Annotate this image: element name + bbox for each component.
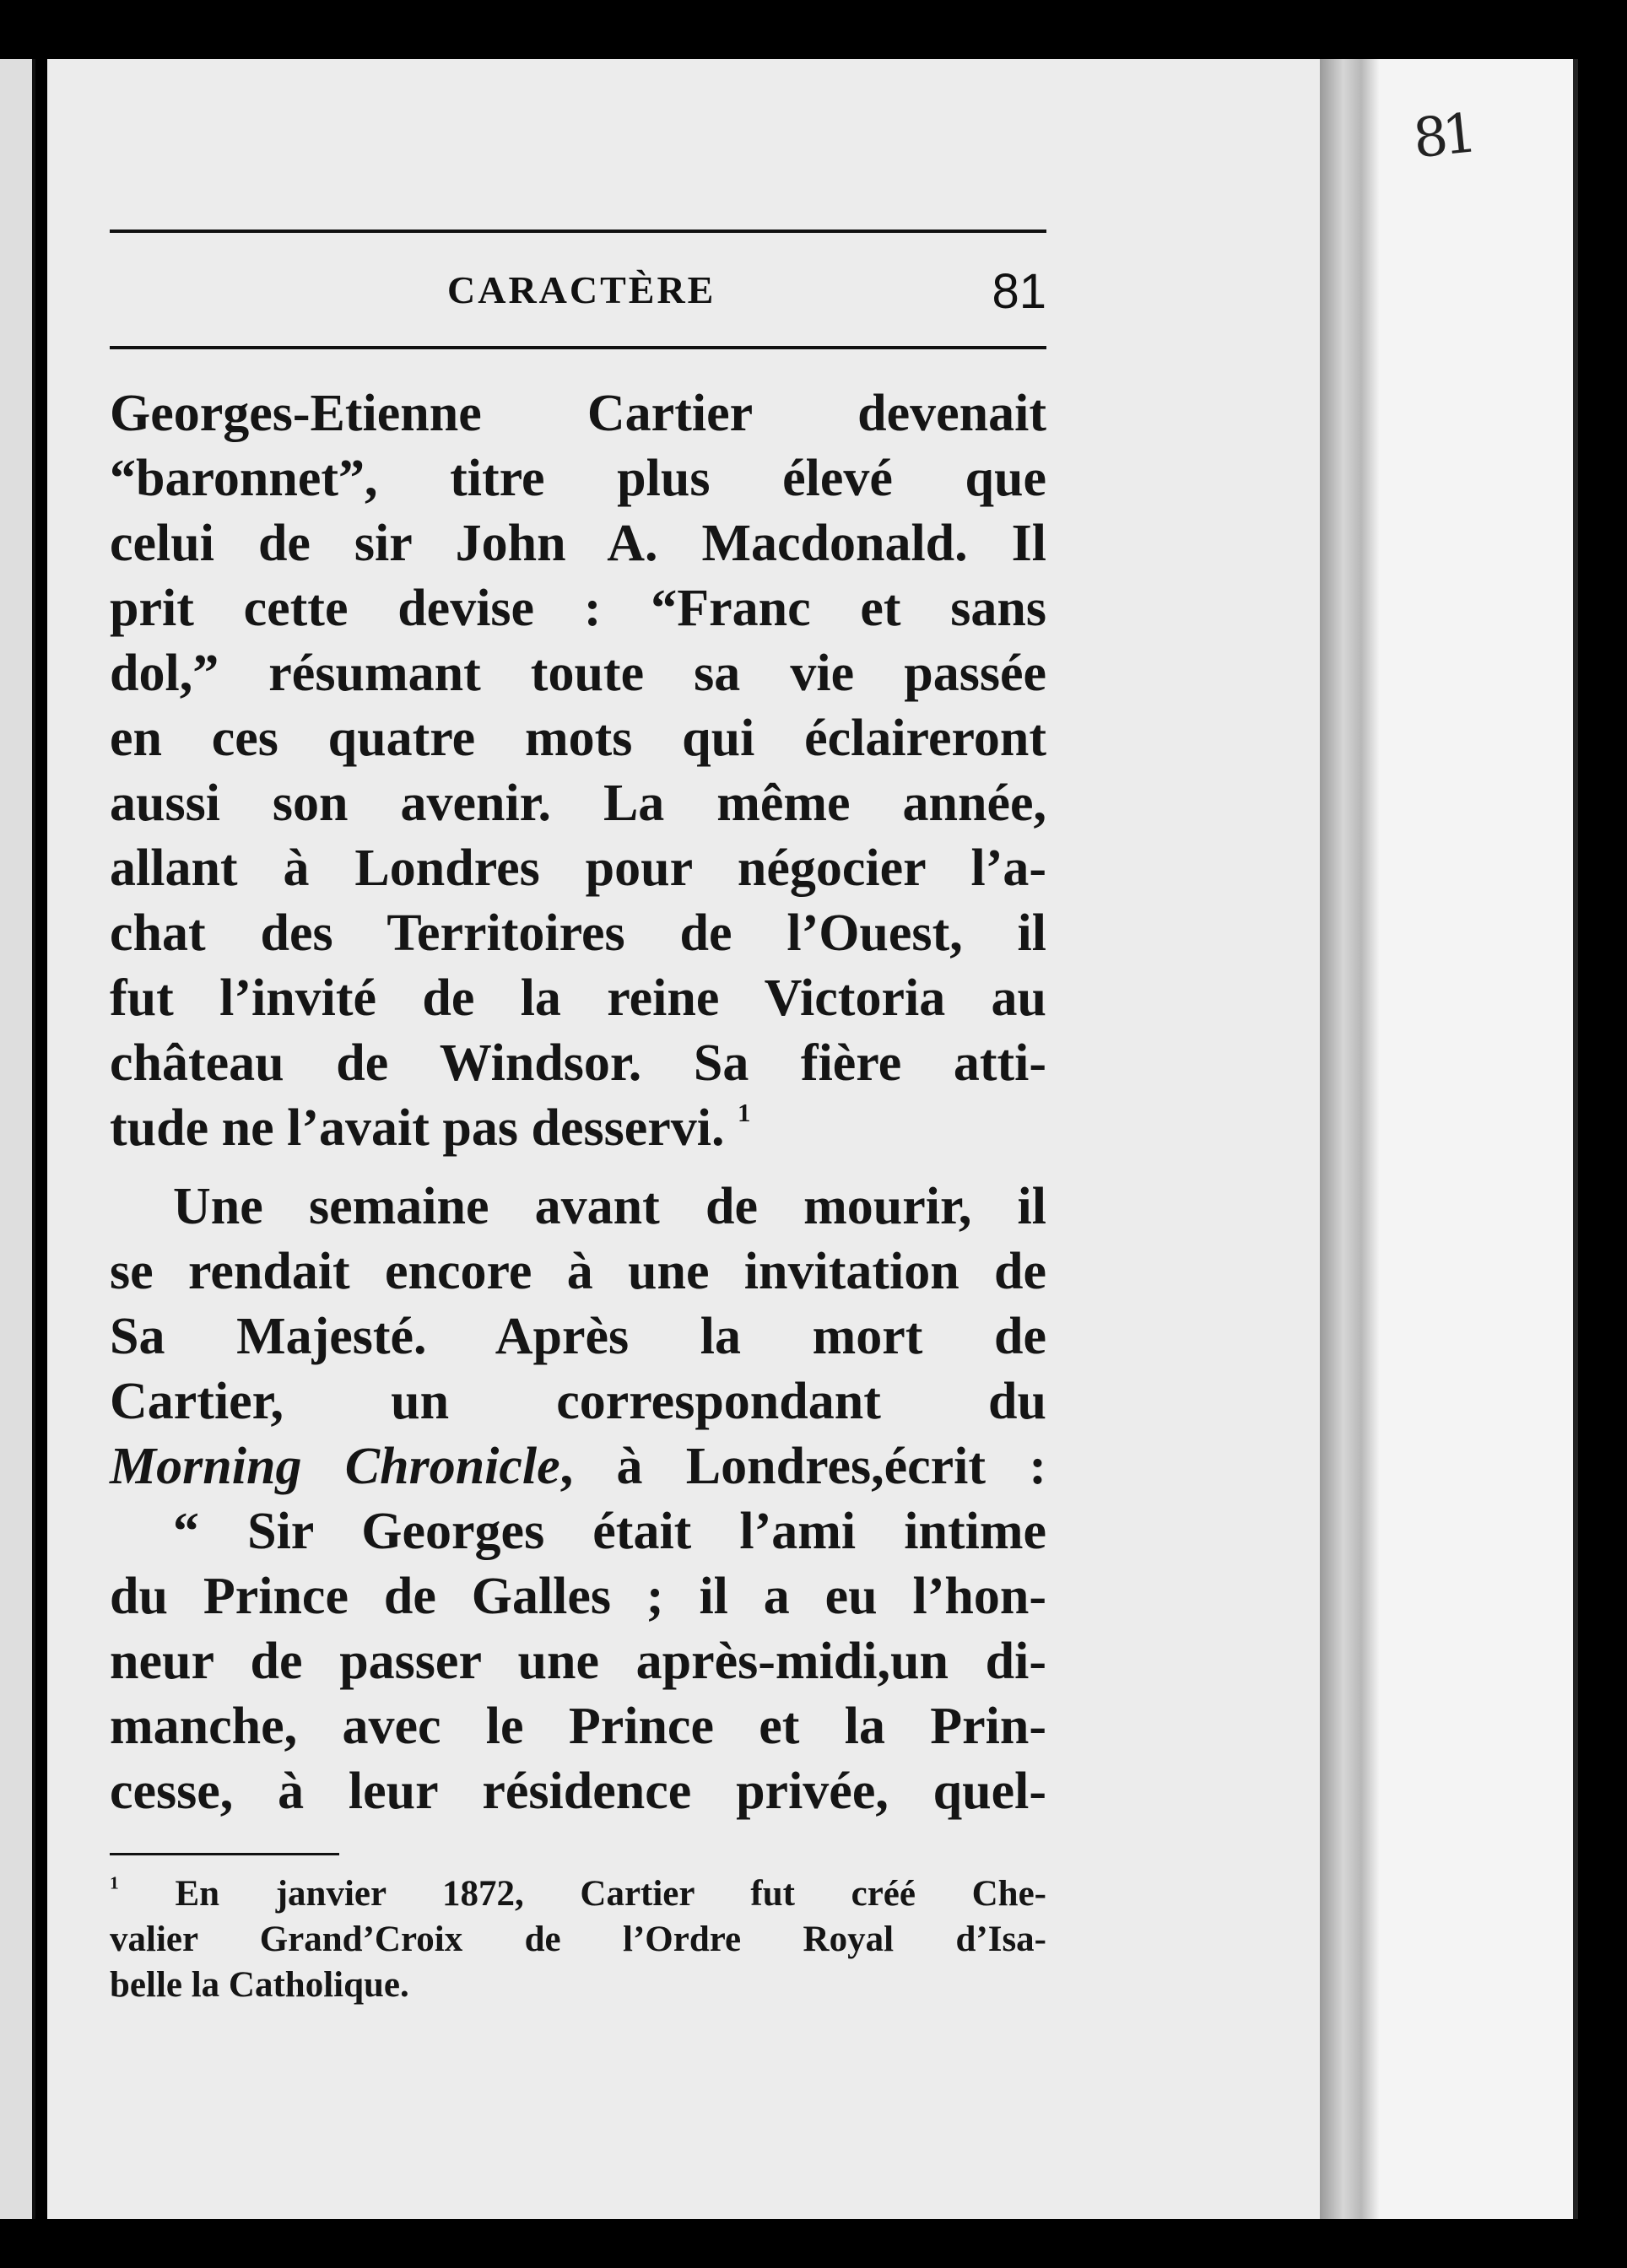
text-line: Georges-Etienne Cartier devenait	[110, 385, 1046, 442]
paragraph-2	[110, 1174, 1046, 1499]
footnote-reference: 1	[738, 1098, 751, 1128]
footnote-rule	[110, 1853, 339, 1855]
text-line: cesse, à leur résidence privée, quel-	[110, 1763, 1046, 1820]
text-line: manche, avec le Prince et la Prin-	[110, 1698, 1046, 1755]
text-line: dol,” résumant toute sa vie passée	[110, 645, 1046, 702]
text-line: fut l’invité de la reine Victoria au	[110, 969, 1046, 1027]
paragraph-1	[110, 381, 1046, 1161]
running-title: CARACTÈRE	[447, 268, 716, 311]
text-line: château de Windsor. Sa fière atti-	[110, 1034, 1046, 1092]
text-line: Cartier, un correspondant du	[110, 1373, 1046, 1430]
newspaper-title: Morning Chronicle	[110, 1438, 560, 1495]
text-line: aussi son avenir. La même année,	[110, 775, 1046, 832]
text-line: du Prince de Galles ; il a eu l’hon-	[110, 1568, 1046, 1625]
footnote-line: belle la Catholique.	[110, 1965, 409, 2005]
text-line	[110, 1096, 1046, 1161]
left-page-edge	[0, 59, 35, 2219]
text-line	[110, 1434, 1046, 1499]
text-line: “ Sir Georges était l’ami intime	[173, 1503, 1046, 1560]
header-top-rule	[110, 230, 1046, 233]
text-line: se rendait encore à une invitation de	[110, 1243, 1046, 1300]
text-line: “baronnet”, titre plus élevé que	[110, 450, 1046, 507]
facing-page-edge	[1379, 59, 1578, 2219]
footnote-line	[110, 1871, 1046, 1917]
text-line: allant à Londres pour négocier l’a-	[110, 840, 1046, 897]
footnote	[110, 1871, 1046, 2008]
book-gutter	[1320, 59, 1379, 2219]
text-line: neur de passer une après-midi,un di-	[110, 1633, 1046, 1690]
text-line: en ces quatre mots qui éclaireront	[110, 710, 1046, 767]
text-line: Sa Majesté. Après la mort de	[110, 1308, 1046, 1365]
handwritten-marginalia: 81	[1410, 102, 1476, 171]
text-line: Une semaine avant de mourir, il	[173, 1178, 1046, 1235]
text-line: celui de sir John A. Macdonald. Il	[110, 515, 1046, 572]
quotation	[110, 1499, 1046, 1824]
footnote-line: valier Grand’Croix de l’Ordre Royal d’Isa-	[110, 1920, 1046, 1959]
footnote-marker: 1	[110, 1872, 119, 1893]
footnote-line-content: En janvier 1872, Cartier fut créé Che-	[175, 1874, 1046, 1914]
page-header	[110, 263, 1046, 339]
body-text	[110, 381, 1046, 1824]
header-bottom-rule	[110, 346, 1046, 349]
text-line-content: tude ne l’avait pas desservi.	[110, 1099, 725, 1157]
text-line: chat des Territoires de l’Ouest, il	[110, 904, 1046, 962]
page-number: 81	[992, 264, 1046, 319]
text-line-content: , à Londres,écrit :	[559, 1438, 1046, 1495]
text-line: prit cette devise : “Franc et sans	[110, 580, 1046, 637]
